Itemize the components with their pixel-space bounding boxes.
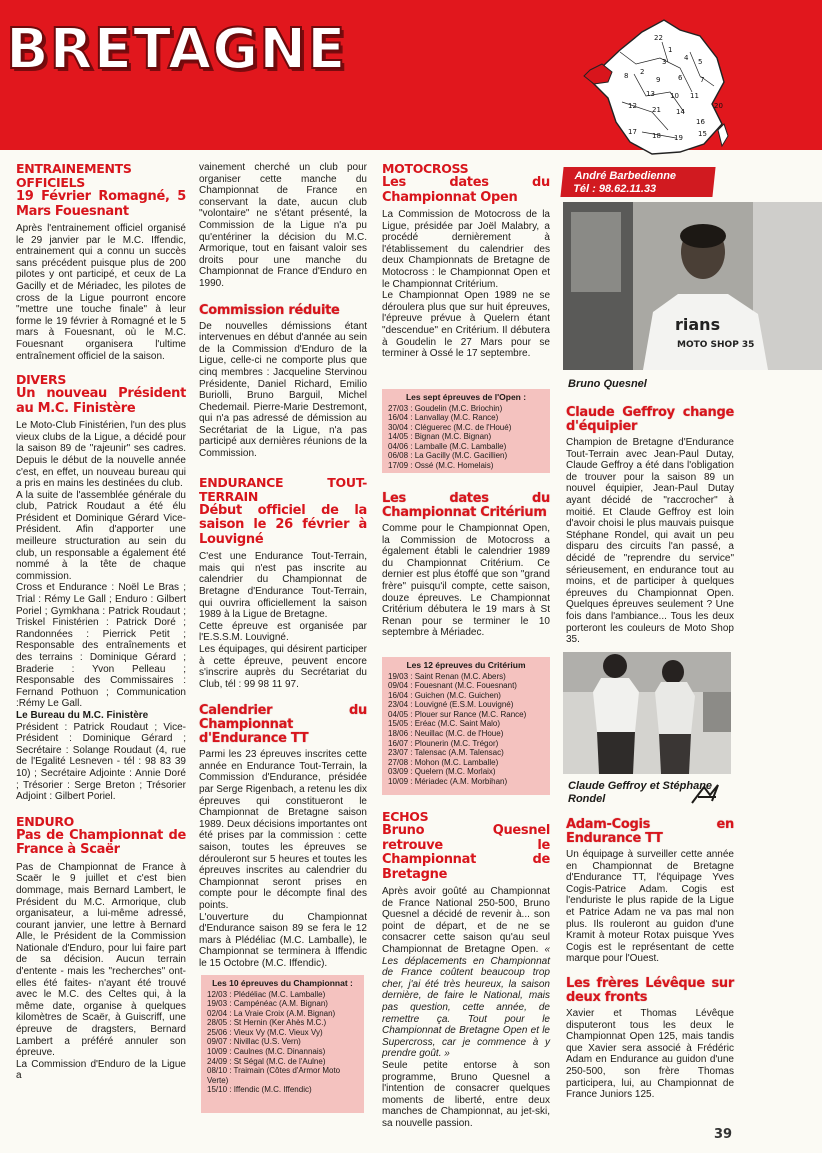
article-title: Pas de Championnat de France à Scaër	[16, 827, 186, 858]
list-item: 23/04 : Louvigné (E.S.M. Louvigné)	[388, 700, 514, 710]
list-item: 09/07 : Nivillac (U.S. Vern)	[207, 1037, 301, 1047]
paragraph: Pas de Championnat de France à Scaër le 9 juillet et c'est bien dommage, mais Bernard Lambert, le Président du M.C. Armorique, club organisateur, a lui-même adressé, courant janvier, une lettre à Bernard Alle, le Président de la Commission Nationale d'Enduro, pour lui faire part de sa décision. Aucun terrain d'entente - mais les "recherches" ont-elles été faites- n'ayant été trouvé avec le M.C. des Celtes qui, à la même date, organise à quelques kilomètres de Scaër, à Guiscriff, une épreuve de dragsters, Bernard Lambert a préféré annuler son épreuve.	[16, 861, 186, 1059]
calendar-box-open	[382, 389, 550, 473]
list-item: 15/10 : Iffendic (M.C. Iffendic)	[207, 1085, 312, 1095]
article-title: Début officiel de la saison le 26 février à Louvigné	[199, 502, 367, 547]
list-item: 10/09 : Caulnes (M.C. Dinannais)	[207, 1047, 326, 1057]
map-number: 1	[668, 46, 673, 54]
column-2	[199, 162, 367, 970]
list-item: 10/09 : Mériadec (A.M. Morbihan)	[388, 777, 508, 787]
subheading: Le Bureau du M.C. Finistère	[16, 709, 149, 721]
column-3-echos	[382, 810, 550, 1129]
paragraph: Comme pour le Championnat Open, la Commission de Motocross a également établi le calendrier 1989 du Championnat Critérium. Ce dernier est plus étoffé que son "grand frère" puisqu'il compte, cette saison, douze épreuves. Le Championnat Critérium débutera le 19 mars à St Renan pour se terminer le 10 septembre à Mériadec.	[382, 523, 550, 639]
contact-name: André Barbedienne	[574, 170, 677, 182]
event-list	[207, 990, 358, 1096]
map-number: 19	[674, 134, 683, 142]
box-title: Les 10 épreuves du Championnat :	[212, 978, 353, 988]
photo-geffroy-rondel	[563, 652, 731, 774]
list-item: 14/05 : Bignan (M.C. Bignan)	[388, 432, 492, 442]
list-item: 02/04 : La Vraie Croix (A.M. Bignan)	[207, 1008, 336, 1018]
map-number: 5	[698, 58, 703, 66]
paragraph: C'est une Endurance Tout-Terrain, mais qui n'est pas inscrite au calendrier du Championnat de Bretagne d'Endurance Tout-Terrain, qui ouvrira officiellement la saison 1989 à la Ligue de Bretagne.	[199, 551, 367, 621]
article-title: Un nouveau Président au M.C. Finistère	[16, 386, 186, 416]
shirt-text: rians	[675, 315, 721, 334]
map-number: 15	[698, 130, 707, 138]
article-title: Adam-Cogis en Endurance TT	[566, 817, 734, 846]
paragraph: Après avoir goûté au Championnat de France National 250-500, Bruno Quesnel a décidé de revenir à... son point de départ, et de ne se consacrer cette saison qu'au seul Championnat de Bretagne Open.	[382, 886, 550, 955]
calendar-box-criterium	[382, 657, 550, 795]
page-number: 39	[714, 1127, 733, 1142]
france-map	[572, 12, 732, 162]
map-number: 10	[670, 92, 679, 100]
contact-tag	[560, 167, 715, 197]
shirt-text: MOTO SHOP 35	[677, 340, 755, 350]
list-item: 16/04 : Guichen (M.C. Guichen)	[388, 690, 501, 700]
article-title: Commission réduite	[199, 302, 340, 318]
article-title: Les dates du Championnat Critérium	[382, 491, 550, 520]
list-item: 15/05 : Eréac (M.C. Saint Malo)	[388, 719, 501, 729]
section-heading: ENDURO	[16, 813, 74, 829]
map-number: 8	[624, 72, 629, 80]
paragraph: Un équipage à surveiller cette année en Championnat de Bretagne d'Endurance TT, l'équipage Yves Cogis-Patrice Adam. Cogis est l'enduriste le plus rapide de la Ligue et Patrice Adam ne va pas mal non plus. Ils rouleront au guidon d'une Kramit à moteur Rotax puisque Yves Cogis est le représentant de cette marque pour l'Ouest.	[566, 849, 734, 965]
article-title: Bruno Quesnel retrouve le Championnat de Bretagne	[382, 823, 550, 882]
list-item: 09/04 : Fouesnant (M.C. Fouesnant)	[388, 681, 517, 691]
paragraph: Président : Patrick Roudaut ; Vice-Président : Dominique Gérard ; Secrétaire : Solange Roudaut (4, rue de l'Egalité Lesneven - tél : 98 83 39 10) ; Secrétaire Adjointe : Annie Doré ; Trésorier : Serge Breton ; Trésorier Adjoint : Gilbert Poriel.	[16, 721, 186, 803]
map-number: 7	[700, 76, 705, 84]
map-number: 9	[656, 76, 661, 84]
article-title: Calendrier du Championnat d'Endurance TT	[199, 703, 367, 747]
paragraph: La Commission de Motocross de la Ligue, présidée par Joël Malabry, a procédé dernièrement à l'établissement du calendrier des deux Championnats de Bretagne de Motocross : le Championnat Open et le Championnat Critérium.	[382, 209, 550, 290]
section-heading: DIVERS	[16, 372, 67, 388]
article-title: 19 Février Romagné, 5 Mars Fouesnant	[16, 189, 186, 219]
france-map-icon	[572, 12, 732, 162]
section-heading: ENDURANCE TOUT-TERRAIN	[199, 474, 367, 504]
map-number: 6	[678, 74, 683, 82]
map-number: 18	[652, 132, 661, 140]
paragraph: Le Moto-Club Finistérien, l'un des plus vieux clubs de la Ligue, a décidé pour la saison 89 de "rajeunir" ses cadres. Depuis le début de la nouvelle année c'est, en effet, un nouveau bureau qui a pris en mains les destinées du club.	[16, 420, 186, 490]
section-heading: MOTOCROSS	[382, 161, 469, 176]
section-heading: ECHOS	[382, 809, 429, 824]
event-list	[388, 404, 544, 471]
article-title: Claude Geffroy change d'équipier	[566, 405, 734, 434]
region-title: BRETAGNE	[6, 17, 347, 82]
map-number: 3	[662, 58, 667, 66]
list-item: 25/06 : Vieux Vy (M.C. Vieux Vy)	[207, 1027, 323, 1037]
map-number: 13	[646, 90, 655, 98]
list-item: 12/03 : Plédéliac (M.C. Lamballe)	[207, 989, 326, 999]
article-title: Les frères Lévêque sur deux fronts	[566, 975, 734, 1005]
paragraph: Cross et Endurance : Noël Le Bras ; Trial : Rémy Le Gall ; Enduro : Gilbert Poriel ; Gymkhana : Patrick Roudaut ; Triskel Finistérien : Patrick Doré ; Randonnées : Pierrick Petit ; Responsable des entraînements et des terrains : Dominique Gérard ; Braderie : Yvon Pelleau ; Responsable des Commissaires : Fernand Pothuon ; Communication :Rémy Le Gall.	[16, 582, 186, 710]
list-item: 24/09 : St Ségal (M.C. de l'Aulne)	[207, 1056, 326, 1066]
list-item: 27/03 : Goudelin (M.C. Briochin)	[388, 403, 503, 413]
list-item: 16/07 : Plounerin (M.C. Trégor)	[388, 738, 499, 748]
list-item: 16/04 : Lanvallay (M.C. Rance)	[388, 413, 499, 423]
list-item: 19/03 : Campénéac (A.M. Bignan)	[207, 999, 328, 1009]
map-number: 4	[684, 54, 689, 62]
map-number: 2	[640, 68, 645, 76]
map-number: 17	[628, 128, 637, 136]
quote: « Les déplacements en Championnat de France coûtent beaucoup trop cher, j'ai été très heureux, la saison dernière, de faire le National, mais pas question, cette année, de remettre ça. Tout pour le Championnat de Bretagne Open et le Supercross, car je commence à y prendre goût. »	[382, 943, 550, 1060]
decorative-flourish-icon	[690, 781, 722, 807]
map-number: 20	[714, 102, 723, 110]
event-list	[388, 672, 544, 787]
calendar-box-endurance	[201, 975, 364, 1113]
paragraph: Le Championnat Open 1989 ne se déroulera plus que sur huit épreuves, l'épreuve prévue à Quelern étant "descendue" en Critérium. Il débutera à Goudelin le 27 Mars pour se terminer à Ossé le 17 septembre.	[382, 290, 550, 360]
map-number: 12	[628, 102, 637, 110]
list-item: 17/09 : Ossé (M.C. Homelais)	[388, 461, 494, 471]
list-item: 30/04 : Cléguerec (M.C. de l'Houé)	[388, 422, 512, 432]
column-3-criterium	[382, 492, 550, 639]
paragraph: L'ouverture du Championnat d'Endurance saison 89 se fera le 12 mars à Plédéliac (M.C. Lamballe), le Championnat se terminera à Iffendic le 15 Octobre (M.C. Iffendic).	[199, 911, 367, 969]
paragraph: Champion de Bretagne d'Endurance Tout-Terrain avec Jean-Paul Dutay, Claude Geffroy a été dans l'obligation de trouver pour la saison 89 un nouvel équipier, Jean-Paul Dutay ayant décidé de "raccrocher" à moitié. Et Claude Geffroy est loin d'avoir choisi le plus mauvais puisque Stéphane Rondel, qui avait un peu disparu des circuits l'an passé, a décidé de "reprendre du service" sérieusement, en endurance tout au moins, et de participer à quelques épreuves du Championnat Open. Quelques épreuves seulement ? Une fois dans l'ambiance... Tous les deux porteront les couleurs de Moto Shop 35.	[566, 437, 734, 646]
box-title: Les 12 épreuves du Critérium	[406, 660, 526, 670]
list-item: 03/09 : Quelern (M.C. Morlaix)	[388, 767, 496, 777]
map-number: 16	[696, 118, 705, 126]
map-number: 11	[690, 92, 699, 100]
paragraph: Parmi les 23 épreuves inscrites cette année en Endurance Tout-Terrain, la Commission d'Endurance, présidée par Serge Rigenbach, a retenu les dix épreuves qui constitueront le Championnat de Bretagne saison 1989. Deux décisions importantes ont été prises par la commission : cette saison, toutes les épreuves se dérouleront sur 5 heures et toutes les épreuves inscrites au calendrier du Championnat seront prises en compte pour le décompte final des points.	[199, 749, 367, 911]
column-4-lower	[566, 818, 734, 1101]
column-3	[382, 162, 550, 360]
photo-caption: Bruno Quesnel	[568, 378, 647, 390]
list-item: 19/03 : Saint Renan (M.C. Abers)	[388, 671, 506, 681]
paragraph: Seule petite entorse à son programme, Bruno Quesnel a l'intention de consacrer quelques moments de liberté, entre deux manches de Championnat, au jet-ski, sa nouvelle passion.	[382, 1059, 550, 1129]
paragraph: Xavier et Thomas Lévêque disputeront tous les deux le Championnat Open 125, mais tandis que Xavier sera associé à Frédéric Adam en Endurance au guidon d'une 250-500, son frère Thomas participera, lui, au Championnat de France Juniors 125.	[566, 1007, 734, 1101]
paragraph: vainement cherché un club pour organiser cette manche du Championnat de France en conservant la date, aucun club "volontaire" ne s'étant présenté, la Commission de la Ligue n'a pu qu'entériner la décision du M.C. Armorique, tout en faisant valoir ses droits pour une manche du Championnat de France d'Enduro en 1990.	[199, 162, 367, 289]
list-item: 04/05 : Plouer sur Rance (M.C. Rance)	[388, 709, 527, 719]
list-item: 27/08 : Mohon (M.C. Lamballe)	[388, 757, 499, 767]
box-title: Les sept épreuves de l'Open :	[405, 392, 527, 402]
paragraph: La Commission d'Enduro de la Ligue a	[16, 1058, 186, 1082]
paragraph: Cette épreuve est organisée par l'E.S.S.M. Louvigné.	[199, 620, 367, 644]
map-number: 21	[652, 106, 661, 114]
paragraph: De nouvelles démissions étant intervenues en début d'année au sein de la Commission d'Enduro de la Ligue, celle-ci ne comporte plus que cinq membres : Jacqueline Stervinou Présidente, Daniel Richard, Emilio Buriolli, Bruno Barguil, Michel Chedemail. Pierre-Marie Destremont, qui n'a pas adressé de démission au Secrétariat de la Ligue, n'a pas participé aux dernières réunions de la Commission.	[199, 320, 367, 460]
photo-caption: Claude Geffroy et Stéphane Rondel	[568, 780, 713, 805]
paragraph: A la suite de l'assemblée générale du club, Patrick Roudaut a été élu Président et Dominique Gérard Vice-Président. Afin d'apporter une meilleure structuration au sein du club, un responsable a également été nommé à la tête de chaque commission.	[16, 489, 186, 582]
list-item: 18/06 : Neuillac (M.C. de l'Houe)	[388, 729, 504, 739]
map-number: 22	[654, 34, 663, 42]
paragraph: Après l'entrainement officiel organisé le 29 janvier par le M.C. Iffendic, entrainement qui a connu un succès sans précédent puisque plus de 200 pilotes y ont participé, et ceux de La Gacilly et de Mériadec, les pilotes de cross de la Ligue pourront encore "mettre une touche finale" à leur forme le 19 février à Romagné et le 5 mars à Fouesnant, où le M.C. Fouesnant organisera l'ultime entraînement officiel de la saison.	[16, 223, 186, 362]
section-heading: ENTRAINEMENTS OFFICIELS	[16, 161, 132, 190]
contact-phone: Tél : 98.62.11.33	[573, 183, 657, 195]
article-title: Les dates du Championnat Open	[382, 175, 550, 205]
map-number: 14	[676, 108, 685, 116]
list-item: 28/05 : St Hernin (Ker Ahès M.C.)	[207, 1018, 327, 1028]
list-item: 04/06 : Lamballe (M.C. Lamballe)	[388, 441, 507, 451]
list-item: 06/08 : La Gacilly (M.C. Gacillien)	[388, 451, 508, 461]
list-item: 23/07 : Talensac (A.M. Talensac)	[388, 748, 504, 758]
column-4	[566, 406, 734, 646]
column-1	[16, 162, 186, 1082]
photo-bruno-quesnel	[563, 202, 822, 370]
paragraph: Les équipages, qui désirent participer à cette épreuve, peuvent encore s'inscrire auprès du Secrétariat du Club, tél : 99 98 11 97.	[199, 643, 367, 690]
list-item: 08/10 : Traimain (Côtes d'Armor Moto Verte)	[207, 1066, 341, 1085]
